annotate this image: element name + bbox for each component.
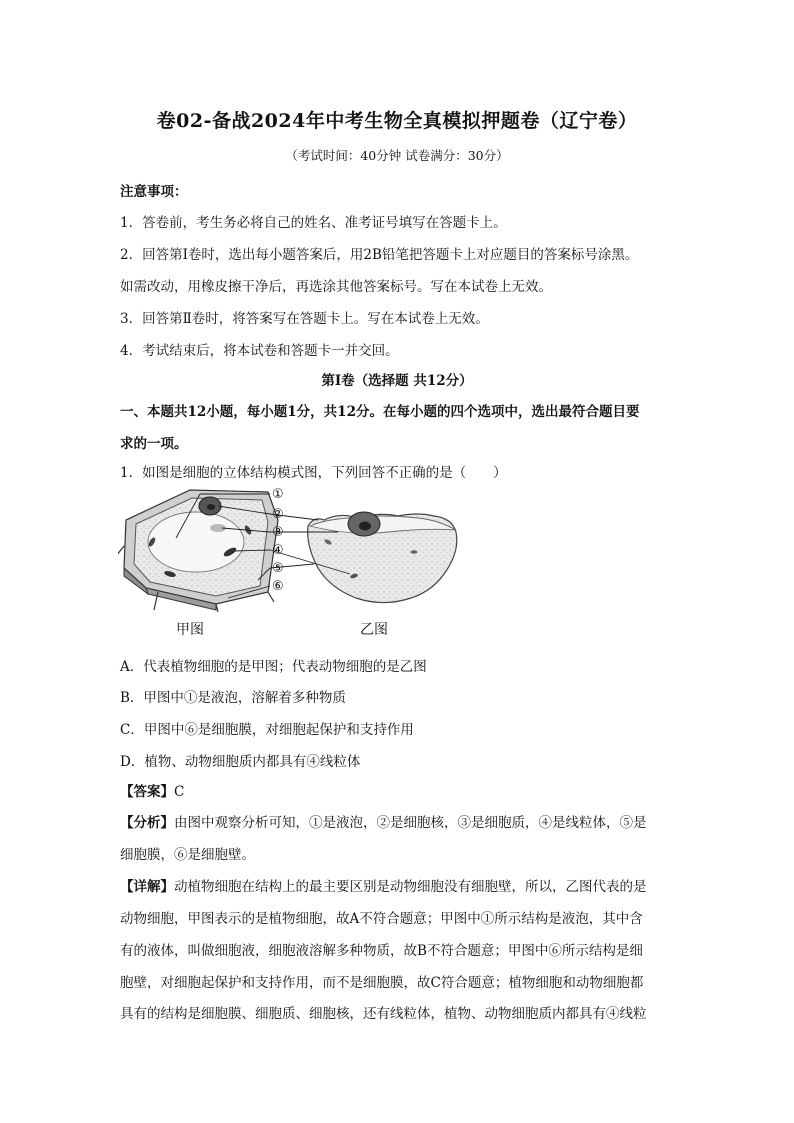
note-item-3: 3．回答第Ⅱ卷时，将答案写在答题卡上。写在本试卷上无效。 — [120, 311, 489, 327]
figure-label-3: ③ — [272, 525, 284, 540]
section-instruction: 一、本题共12小题，每小题1分，共12分。在每小题的四个选项中，选出最符合题目要 — [120, 404, 640, 420]
figure-label-2: ② — [272, 507, 284, 522]
detail-text-3: 有的液体，叫做细胞液，细胞液溶解多种物质，故B不符合题意；甲图中⑥所示结构是细 — [120, 943, 643, 959]
note-item-2: 2．回答第Ⅰ卷时，选出每小题答案后，用2B铅笔把答题卡上对应题目的答案标号涂黑。 — [120, 247, 639, 263]
cell-structure-figure — [118, 482, 478, 642]
figure-caption-animal: 乙图 — [360, 622, 388, 638]
detail-text-2: 动物细胞，甲图表示的是植物细胞，故A不符合题意；甲图中①所示结构是液泡，其中含 — [120, 911, 643, 927]
note-item-4: 4．考试结束后，将本试卷和答题卡一并交回。 — [120, 343, 399, 359]
figure-label-1: ① — [272, 487, 284, 502]
detail-text-4: 胞壁，对细胞起保护和支持作用，而不是细胞膜，故C符合题意；植物细胞和动物细胞都 — [120, 975, 644, 991]
analysis-text-2: 细胞膜，⑥是细胞壁。 — [120, 847, 255, 863]
option-a: A．代表植物细胞的是甲图；代表动物细胞的是乙图 — [120, 659, 427, 675]
figure-label-6: ⑥ — [272, 579, 284, 594]
notes-heading: 注意事项： — [120, 184, 188, 200]
analysis-line-1 — [120, 811, 647, 831]
figure-label-4: ④ — [272, 543, 284, 558]
section-instruction-cont: 求的一项。 — [120, 436, 188, 452]
answer-value: C — [174, 784, 185, 800]
figure-caption-plant: 甲图 — [176, 622, 204, 638]
detail-text-1: 动植物细胞在结构上的最主要区别是动物细胞没有细胞壁，所以，乙图代表的是 — [174, 879, 647, 895]
question-stem: 1．如图是细胞的立体结构模式图，下列回答不正确的是（ ） — [120, 465, 507, 481]
answer-label: 【答案】 — [120, 784, 174, 800]
figure-label-5: ⑤ — [272, 561, 284, 576]
plant-cell-drawing — [118, 490, 278, 612]
note-item-2-cont: 如需改动，用橡皮擦干净后，再选涂其他答案标号。写在本试卷上无效。 — [120, 279, 552, 295]
answer-line — [120, 780, 184, 800]
animal-cell-drawing — [308, 512, 457, 603]
section-heading: 第Ⅰ卷（选择题 共12分） — [321, 373, 473, 389]
note-item-1: 1．答卷前，考生务必将自己的姓名、准考证号填写在答题卡上。 — [120, 215, 507, 231]
analysis-text-1: 由图中观察分析可知，①是液泡，②是细胞核，③是细胞质，④是线粒体，⑤是 — [174, 815, 647, 831]
option-c: C．甲图中⑥是细胞膜，对细胞起保护和支持作用 — [120, 722, 414, 738]
detail-label: 【详解】 — [120, 879, 174, 895]
detail-line-1 — [120, 875, 647, 895]
detail-text-5: 具有的结构是细胞膜、细胞质、细胞核，还有线粒体，植物、动物细胞质内都具有④线粒 — [120, 1006, 647, 1022]
analysis-label: 【分析】 — [120, 815, 174, 831]
option-b: B．甲图中①是液泡，溶解着多种物质 — [120, 690, 346, 706]
exam-time-info: （考试时间：40分钟 试卷满分：30分） — [285, 148, 509, 163]
option-d: D．植物、动物细胞质内都具有④线粒体 — [120, 754, 361, 770]
page-title: 卷02-备战2024年中考生物全真模拟押题卷（辽宁卷） — [156, 110, 638, 132]
